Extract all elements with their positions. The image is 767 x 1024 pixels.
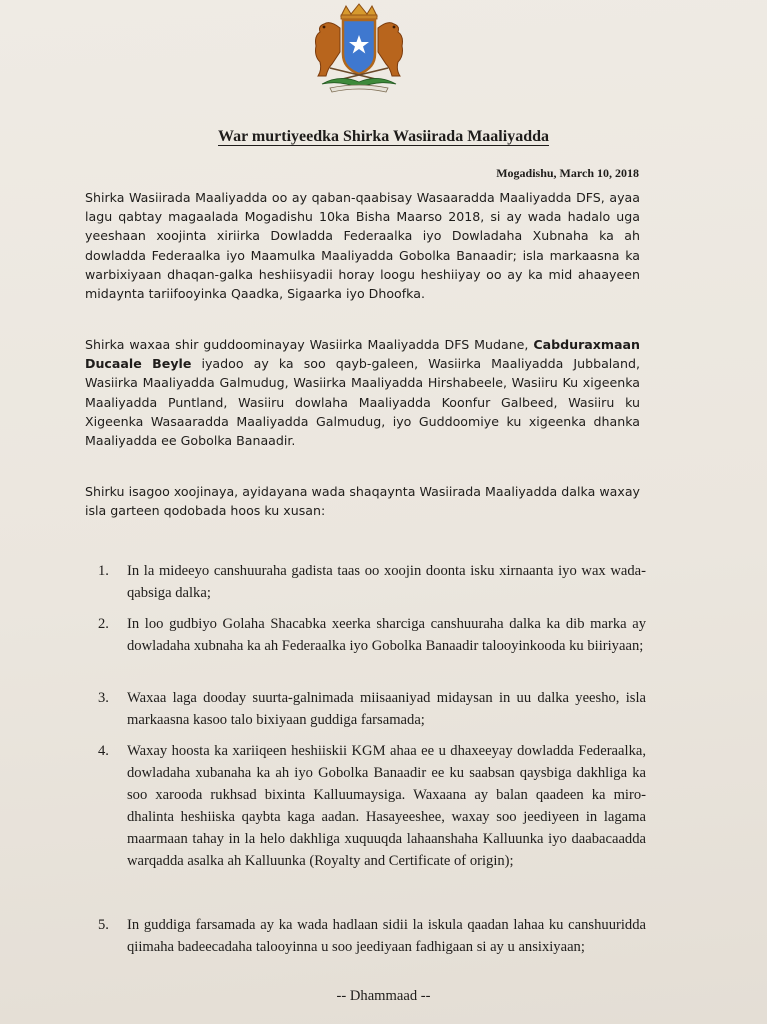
attendance-text-end: iyadoo ay ka soo qayb-galeen, Wasiirka Maaliyadda Jubbaland, Wasiirka Maaliyadda Galmudug, Wasiirka Maaliyadda Hirshabeele, Wasiiru Ku xigeenka Maaliyadda Puntland, Wasiiru dowlaha Maaliyadda Koonfur Galbeed, Wasiiru ku Xigeenka Wasaaradda Maaliyadda Galmudug, iyo Guddoomiye ku xigeenka dhanka Maaliyadda ee Gobolka Banaadir. xyxy=(85,356,640,449)
item-text: Waxay hoosta ka xariiqeen heshiiskii KGM ahaa ee u dhaxeeyay dowladda Federaalka, dowladaha xubanaha ka ah iyo Gobolka Banaadir ee ku saabsan qaysbiga dakhliga ka soo xarooda rukhsad bixinta Kalluumaysiga. Waxaana ay balan qaadeen ka miro-dhalinta heshiiska qaybta kaga aadan. Hasayeeshee, waxay soo jeediyeen in lagama maarmaan tahay in la helo dakhliga xuquuqda lahaanshaha Kalluunka iyo daabacaadda warqadda asalka ah Kalluunka (Royalty and Certificate of origin); xyxy=(127,743,646,869)
resolution-item xyxy=(98,560,646,604)
agreement-intro-paragraph: Shirku isagoo xoojinaya, ayidayana wada shaqaynta Wasiirada Maaliyadda dalka waxay isla garteen qodobada hoos ku xusan: xyxy=(85,484,640,519)
document-title-text: War murtiyeedka Shirka Wasiirada Maaliyadda xyxy=(217,128,549,145)
item-number: 4. xyxy=(98,743,109,759)
document-title xyxy=(0,128,767,146)
attendance-text-start: Shirka waxaa shir guddoominayay Wasiirka Maaliyadda DFS Mudane, xyxy=(85,337,534,352)
resolution-item xyxy=(98,613,646,657)
item-number: 3. xyxy=(98,690,109,706)
item-text: In loo gudbiyo Golaha Shacabka xeerka sharciga canshuuraha dalka ka dib marka ay dowladaha xubnaha ka ah Federaalka iyo Gobolka Banaadir talooyinkooda ku biiriyaan; xyxy=(127,616,646,654)
item-text: In la mideeyo canshuuraha gadista taas oo xoojin doonta isku xirnaanta iyo wax wada-qabsiga dalka; xyxy=(127,563,646,601)
item-number: 2. xyxy=(98,616,109,632)
resolution-item xyxy=(98,914,646,958)
item-text: Waxaa laga dooday suurta-galnimada miisaaniyad midaysan in uu dalka yeesho, isla markaasna kasoo talo bixiyaan guddiga farsamada; xyxy=(127,690,646,728)
item-number: 5. xyxy=(98,917,109,933)
resolution-item xyxy=(98,687,646,731)
item-number: 1. xyxy=(98,563,109,579)
chair-name: Cabduraxmaan Ducaale Beyle xyxy=(85,337,640,372)
item-text: In guddiga farsamada ay ka wada hadlaan sidii la iskula qaadan lahaa ku canshuuridda qiimaha badeecadaha talooyinna u soo jeediyaan fadhigaan si ay u ansixiyaan; xyxy=(127,917,646,955)
resolution-item xyxy=(98,740,646,872)
intro-paragraph: Shirka Wasiirada Maaliyadda oo ay qaban-qaabisay Wasaaradda Maaliyadda DFS, ayaa lagu qabtay magaalada Mogadishu 10ka Bisha Maarso 2018, si ay wada hadalo uga yeeshaan xoojinta xiriirka Dowladda Federaalka iyo Dowladaha Xubnaha ka ah dowladda Federaalka iyo Maamulka Maaliyadda Gobolka Banaadir; isla markaasna ka warbixiyaan dhaqan-galka heshiisyadii horay loogu heshiiyay oo ay ka mid ahaayeen midaynta tariifooyinka Qaadka, Sigaarka iyo Dhoofka. xyxy=(85,190,640,302)
attendance-paragraph xyxy=(85,335,640,450)
closing-mark: -- Dhammaad -- xyxy=(336,988,431,1004)
dateline: Mogadishu, March 10, 2018 xyxy=(496,166,639,180)
coat-of-arms-emblem xyxy=(300,2,418,94)
